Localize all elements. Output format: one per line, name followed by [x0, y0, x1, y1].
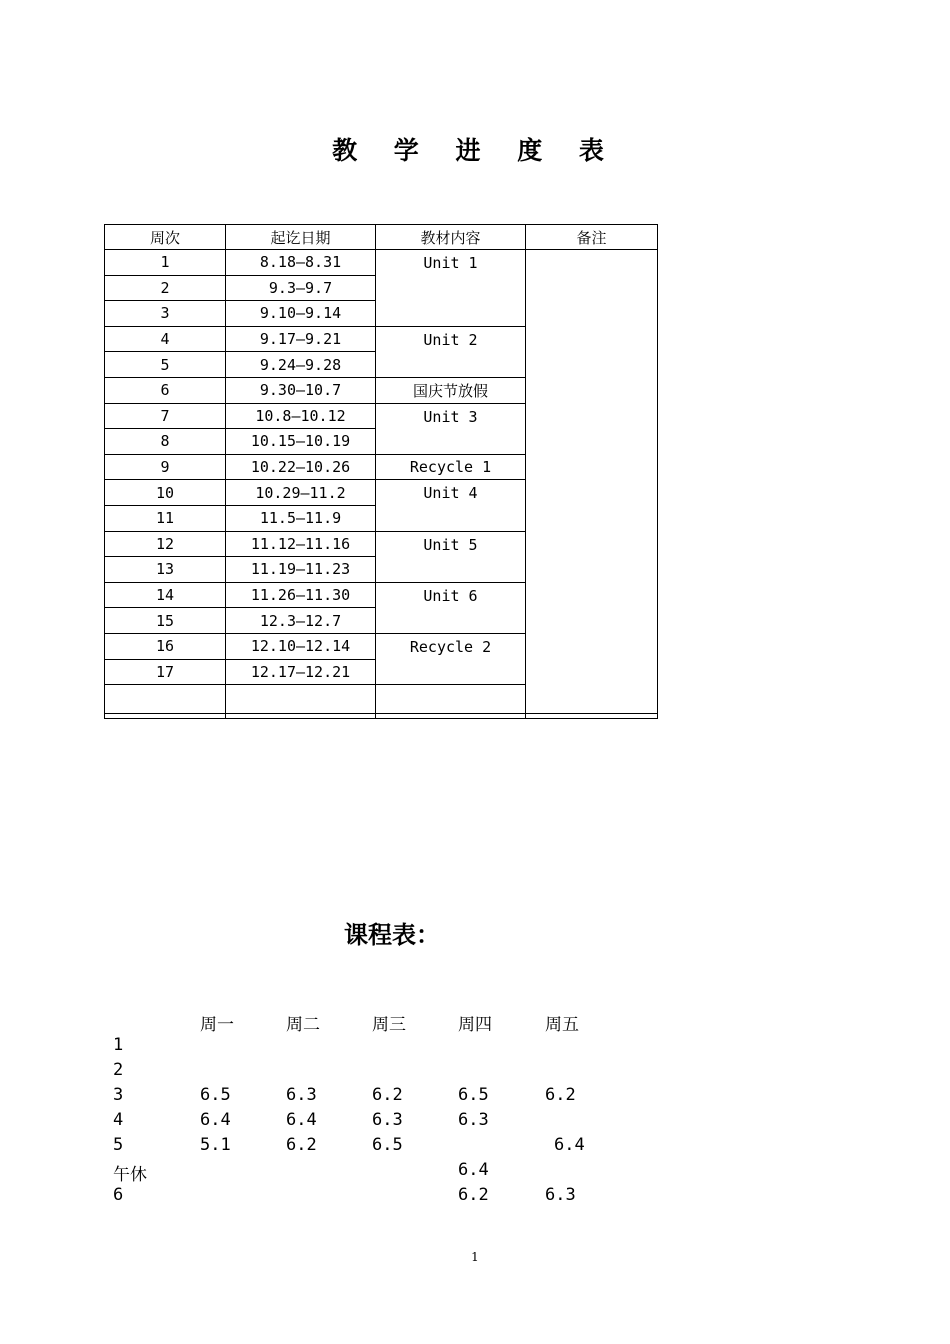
header-dates: 起讫日期: [226, 225, 376, 250]
dates-cell: 9.10—9.14: [226, 301, 376, 327]
dates-cell: 11.19—11.23: [226, 557, 376, 583]
period-label: 1: [113, 1035, 124, 1055]
schedule-cell: 6.3: [545, 1185, 576, 1205]
content-cell: Unit 6: [376, 582, 526, 633]
dates-cell: 11.5—11.9: [226, 505, 376, 531]
schedule-cell: 6.4: [458, 1160, 489, 1180]
dates-cell: 10.22—10.26: [226, 454, 376, 480]
week-cell: 7: [105, 403, 226, 429]
week-cell: 6: [105, 377, 226, 403]
dates-cell: 12.3—12.7: [226, 608, 376, 634]
content-cell: Recycle 2: [376, 633, 526, 684]
period-label: 5: [113, 1135, 124, 1155]
week-cell: 16: [105, 633, 226, 659]
schedule-cell: 6.4: [200, 1110, 231, 1130]
dates-cell: 9.17—9.21: [226, 326, 376, 352]
empty-cell: [526, 714, 658, 719]
content-cell: Recycle 1: [376, 454, 526, 480]
dates-cell: 12.17—12.21: [226, 659, 376, 685]
schedule-cell: 6.3: [286, 1085, 317, 1105]
week-cell: 8: [105, 429, 226, 455]
schedule-cell: 6.2: [458, 1185, 489, 1205]
content-cell: Unit 5: [376, 531, 526, 582]
dates-cell: 10.15—10.19: [226, 429, 376, 455]
notes-cell: [526, 250, 658, 714]
week-cell: 17: [105, 659, 226, 685]
period-label: 2: [113, 1060, 124, 1080]
day-header: 周四: [458, 1015, 492, 1035]
dates-cell: 11.12—11.16: [226, 531, 376, 557]
week-cell: 1: [105, 250, 226, 276]
day-header: 周一: [200, 1015, 234, 1035]
period-label: 午休: [113, 1165, 147, 1185]
dates-cell: 10.8—10.12: [226, 403, 376, 429]
dates-cell: 11.26—11.30: [226, 582, 376, 608]
week-cell: 13: [105, 557, 226, 583]
day-header: 周三: [372, 1015, 406, 1035]
header-notes: 备注: [526, 225, 658, 250]
empty-cell: [376, 685, 526, 714]
page-number: 1: [471, 1250, 479, 1264]
content-cell-holiday: 国庆节放假: [376, 377, 526, 403]
schedule-cell: 6.2: [372, 1085, 403, 1105]
dates-cell: 9.30—10.7: [226, 377, 376, 403]
week-cell: 9: [105, 454, 226, 480]
schedule-cell: 6.5: [372, 1135, 403, 1155]
week-cell: 11: [105, 505, 226, 531]
content-cell: Unit 4: [376, 480, 526, 531]
schedule-cell: 5.1: [200, 1135, 231, 1155]
header-week: 周次: [105, 225, 226, 250]
schedule-cell: 6.2: [286, 1135, 317, 1155]
schedule-cell: 6.5: [200, 1085, 231, 1105]
content-cell: Unit 3: [376, 403, 526, 454]
period-label: 4: [113, 1110, 124, 1130]
table-header-row: [105, 225, 658, 250]
dates-cell: 12.10—12.14: [226, 633, 376, 659]
teaching-progress-table: [104, 224, 658, 719]
dates-cell: 10.29—11.2: [226, 480, 376, 506]
day-header: 周五: [545, 1015, 579, 1035]
empty-cell: [105, 714, 226, 719]
dates-cell: 9.3—9.7: [226, 275, 376, 301]
period-label: 3: [113, 1085, 124, 1105]
page-title: 教 学 进 度 表: [332, 136, 618, 165]
header-content: 教材内容: [376, 225, 526, 250]
schedule-cell: 6.4: [554, 1135, 585, 1155]
table-row: [105, 250, 658, 276]
schedule-cell: 6.5: [458, 1085, 489, 1105]
period-label: 6: [113, 1185, 124, 1205]
schedule-cell: 6.3: [372, 1110, 403, 1130]
week-cell: 3: [105, 301, 226, 327]
week-cell: 12: [105, 531, 226, 557]
dates-cell: 8.18—8.31: [226, 250, 376, 276]
schedule-cell: 6.3: [458, 1110, 489, 1130]
day-header: 周二: [286, 1015, 320, 1035]
empty-cell: [105, 685, 226, 714]
content-cell: Unit 2: [376, 326, 526, 377]
week-cell: 2: [105, 275, 226, 301]
table-row-blank: [105, 714, 658, 719]
schedule-title: 课程表：: [344, 921, 440, 949]
empty-cell: [376, 714, 526, 719]
content-cell: Unit 1: [376, 250, 526, 327]
week-cell: 10: [105, 480, 226, 506]
schedule-cell: 6.4: [286, 1110, 317, 1130]
dates-cell: 9.24—9.28: [226, 352, 376, 378]
week-cell: 14: [105, 582, 226, 608]
week-cell: 5: [105, 352, 226, 378]
empty-cell: [226, 714, 376, 719]
empty-cell: [226, 685, 376, 714]
week-cell: 4: [105, 326, 226, 352]
schedule-cell: 6.2: [545, 1085, 576, 1105]
week-cell: 15: [105, 608, 226, 634]
